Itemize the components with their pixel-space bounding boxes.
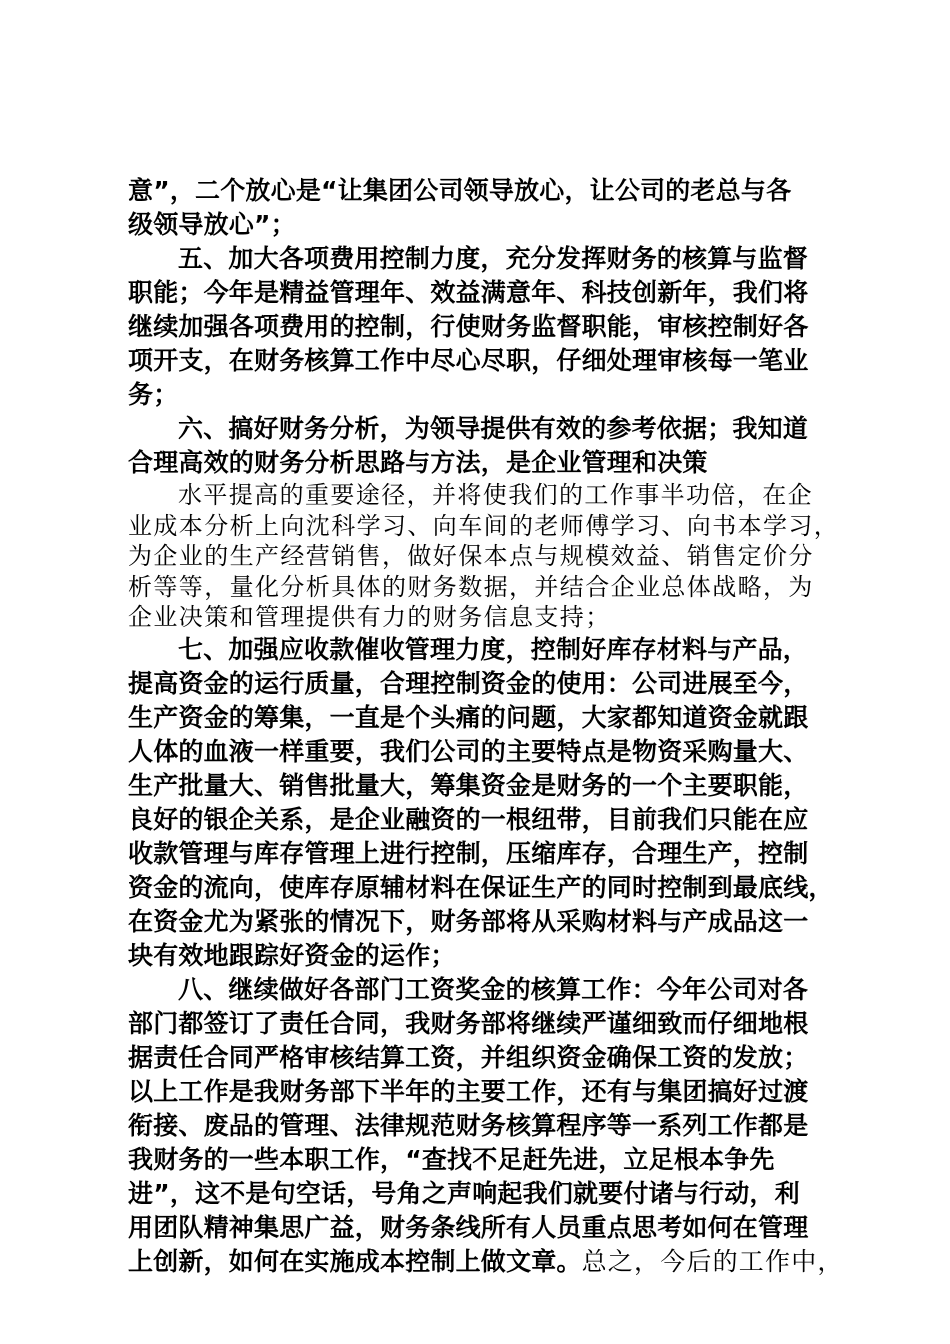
paragraph-heading-5: 五、加大各项费用控制力度，充分发挥财务的核算与监督 <box>178 244 809 273</box>
text-line: 合理高效的财务分析思路与方法，是企业管理和决策 <box>128 448 708 477</box>
text-line: 部门都签订了责任合同，我财务部将继续严谨细致而仔细地根 <box>128 1008 809 1038</box>
text-line: 在资金尤为紧张的情况下，财务部将从采购材料与产成品这一 <box>128 906 809 936</box>
text-line: 以上工作是我财务部下半年的主要工作，还有与集团搞好过渡 <box>128 1076 809 1106</box>
paragraph-heading-8: 八、继续做好各部门工资奖金的核算工作：今年公司对各 <box>178 974 809 1004</box>
text-line: 进”，这不是句空话，号角之声响起我们就要付诸与行动，利 <box>128 1178 800 1208</box>
document-body <box>128 174 844 1279</box>
text-line-serif: 水平提高的重要途径，并将使我们的工作事半功倍，在企 <box>178 481 813 509</box>
text-line-serif: 业成本分析上向沈科学习、向车间的老师傅学习、向书本学习， <box>128 511 840 540</box>
text-line: 级领导放心”； <box>128 210 296 239</box>
text-line: 块有效地跟踪好资金的运作； <box>128 940 456 970</box>
text-line: 生产批量大、销售批量大，筹集资金是财务的一个主要职能， <box>128 770 809 800</box>
text-line: 衔接、废品的管理、法律规范财务核算程序等一系列工作都是 <box>128 1110 809 1140</box>
text-line: 人体的血液一样重要，我们公司的主要特点是物资采购量大、 <box>128 736 809 766</box>
text-line: 资金的流向，使库存原辅材料在保证生产的同时控制到最底线， <box>128 872 834 902</box>
paragraph-heading-7: 七、加强应收款催收管理力度，控制好库存材料与产品， <box>178 634 809 664</box>
text-line: 据责任合同严格审核结算工资，并组织资金确保工资的发放； <box>128 1042 809 1072</box>
text-line: 继续加强各项费用的控制，行使财务监督职能，审核控制好各 <box>128 312 809 341</box>
text-segment-bold: 上创新，如何在实施成本控制上做文章。 <box>128 1246 582 1276</box>
text-line: 提高资金的运行质量，合理控制资金的使用：公司进展至今， <box>128 668 809 698</box>
text-line-serif: 为企业的生产经营销售，做好保本点与规模效益、销售定价分 <box>128 542 814 570</box>
text-line: 良好的银企关系，是企业融资的一根纽带，目前我们只能在应 <box>128 804 809 834</box>
text-line: 我财务的一些本职工作，“查找不足赶先进，立足根本争先 <box>128 1144 775 1174</box>
text-line-serif: 析等等，量化分析具体的财务数据，并结合企业总体战略，为 <box>128 572 814 601</box>
text-line-last <box>128 1245 844 1279</box>
text-line: 务； <box>128 380 179 409</box>
text-line: 职能；今年是精益管理年、效益满意年、科技创新年，我们将 <box>128 278 809 307</box>
text-line: 用团队精神集思广益，财务条线所有人员重点思考如何在管理 <box>128 1212 809 1242</box>
text-line: 生产资金的筹集，一直是个头痛的问题，大家都知道资金就跟 <box>128 702 809 732</box>
text-line: 收款管理与库存管理上进行控制，压缩库存，合理生产，控制 <box>128 838 809 868</box>
text-segment-serif: 总之，今后的工作中， <box>581 1246 844 1276</box>
text-line: 意”，二个放心是“让集团公司领导放心，让公司的老总与各 <box>128 176 792 205</box>
text-line: 项开支，在财务核算工作中尽心尽职，仔细处理审核每一笔业 <box>128 346 809 375</box>
text-line-serif: 企业决策和管理提供有力的财务信息支持； <box>128 603 611 631</box>
paragraph-heading-6: 六、搞好财务分析，为领导提供有效的参考依据；我知道 <box>178 414 809 443</box>
